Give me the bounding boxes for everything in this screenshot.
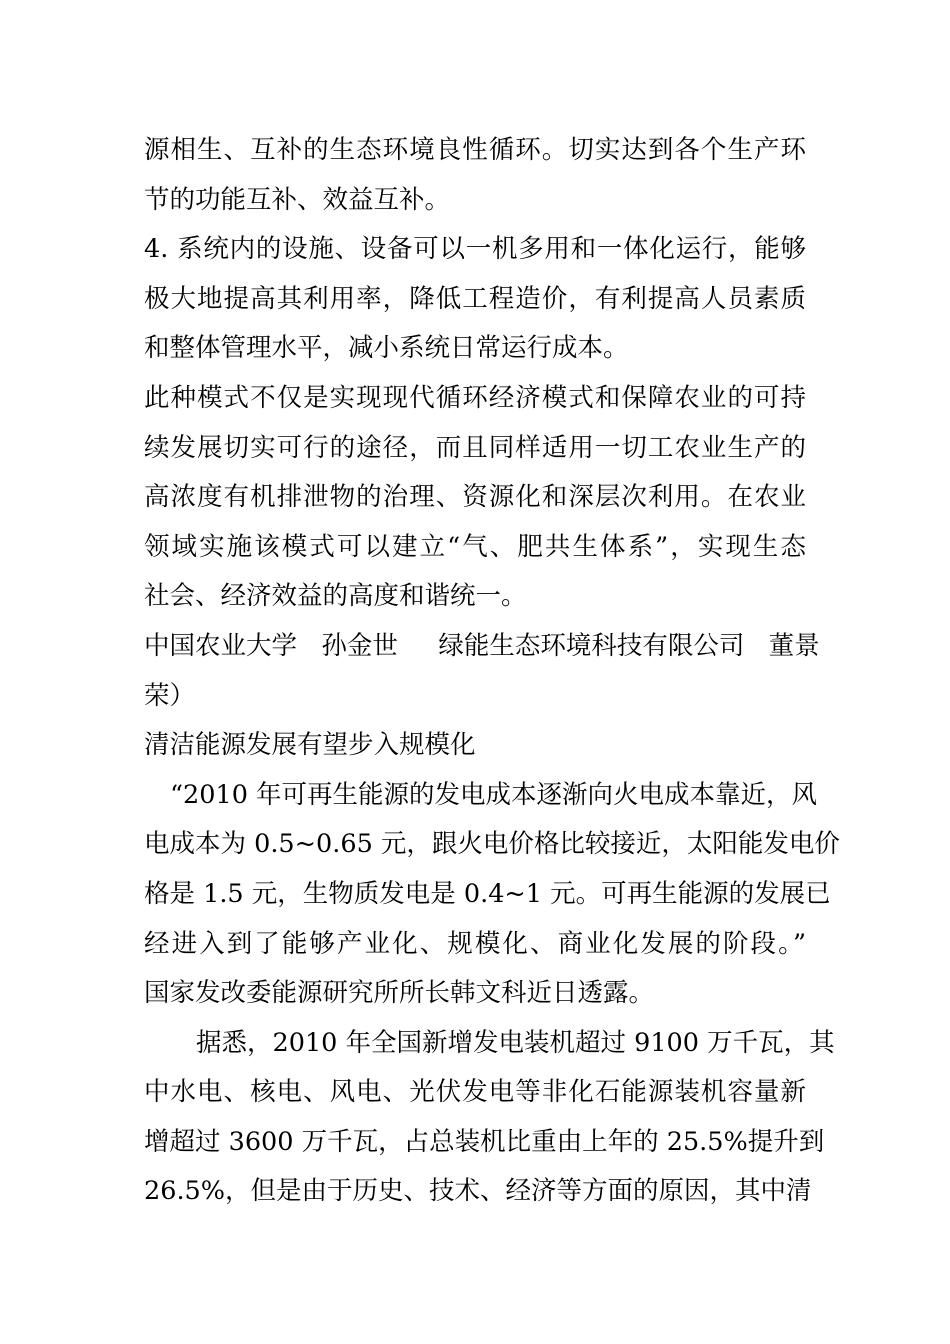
author-line-end: 荣） (144, 680, 196, 711)
text-line: 节的功能互补、效益互补。 (144, 184, 451, 215)
text-line: 领域实施该模式可以建立“气、肥共生体系”，实现生态 (144, 531, 806, 562)
text-line: 增超过 3600 万千瓦，占总装机比重由上年的 25.5%提升到 (144, 1126, 825, 1157)
text-line: “2010 年可再生能源的发电成本逐渐向火电成本靠近，风 (170, 779, 818, 810)
section-heading: 清洁能源发展有望步入规模化 (144, 730, 476, 761)
text-line: 格是 1.5 元，生物质发电是 0.4~1 元。可再生能源的发展已 (144, 878, 831, 909)
text-line: 中水电、核电、风电、光伏发电等非化石能源装机容量新 (144, 1077, 806, 1108)
text-line: 国家发改委能源研究所所长韩文科近日透露。 (144, 978, 655, 1009)
text-line: 据悉，2010 年全国新增发电装机超过 9100 万千瓦，其 (196, 1027, 835, 1058)
text-line: 社会、经济效益的高度和谐统一。 (144, 581, 527, 612)
text-line: 26.5%，但是由于历史、技术、经济等方面的原因，其中清 (144, 1176, 812, 1207)
text-line: 电成本为 0.5~0.65 元，跟火电价格比较接近，太阳能发电价 (144, 829, 840, 860)
text-line: 续发展切实可行的途径，而且同样适用一切工农业生产的 (144, 432, 806, 463)
document-body (144, 126, 840, 1217)
text-line: 极大地提高其利用率，降低工程造价，有利提高人员素质 (144, 283, 806, 314)
text-line: 此种模式不仅是实现现代循环经济模式和保障农业的可持 (144, 382, 806, 413)
text-line: 经进入到了能够产业化、规模化、商业化发展的阶段。” (144, 928, 806, 959)
text-line: 和整体管理水平，减小系统日常运行成本。 (144, 333, 629, 364)
text-line: 源相生、互补的生态环境良性循环。切实达到各个生产环 (144, 135, 806, 165)
text-line: 4. 系统内的设施、设备可以一机多用和一体化运行，能够 (144, 234, 806, 265)
author-line: 中国农业大学 孙金世 绿能生态环境科技有限公司 董景 (144, 630, 820, 661)
text-line: 高浓度有机排泄物的治理、资源化和深层次利用。在农业 (144, 482, 806, 513)
